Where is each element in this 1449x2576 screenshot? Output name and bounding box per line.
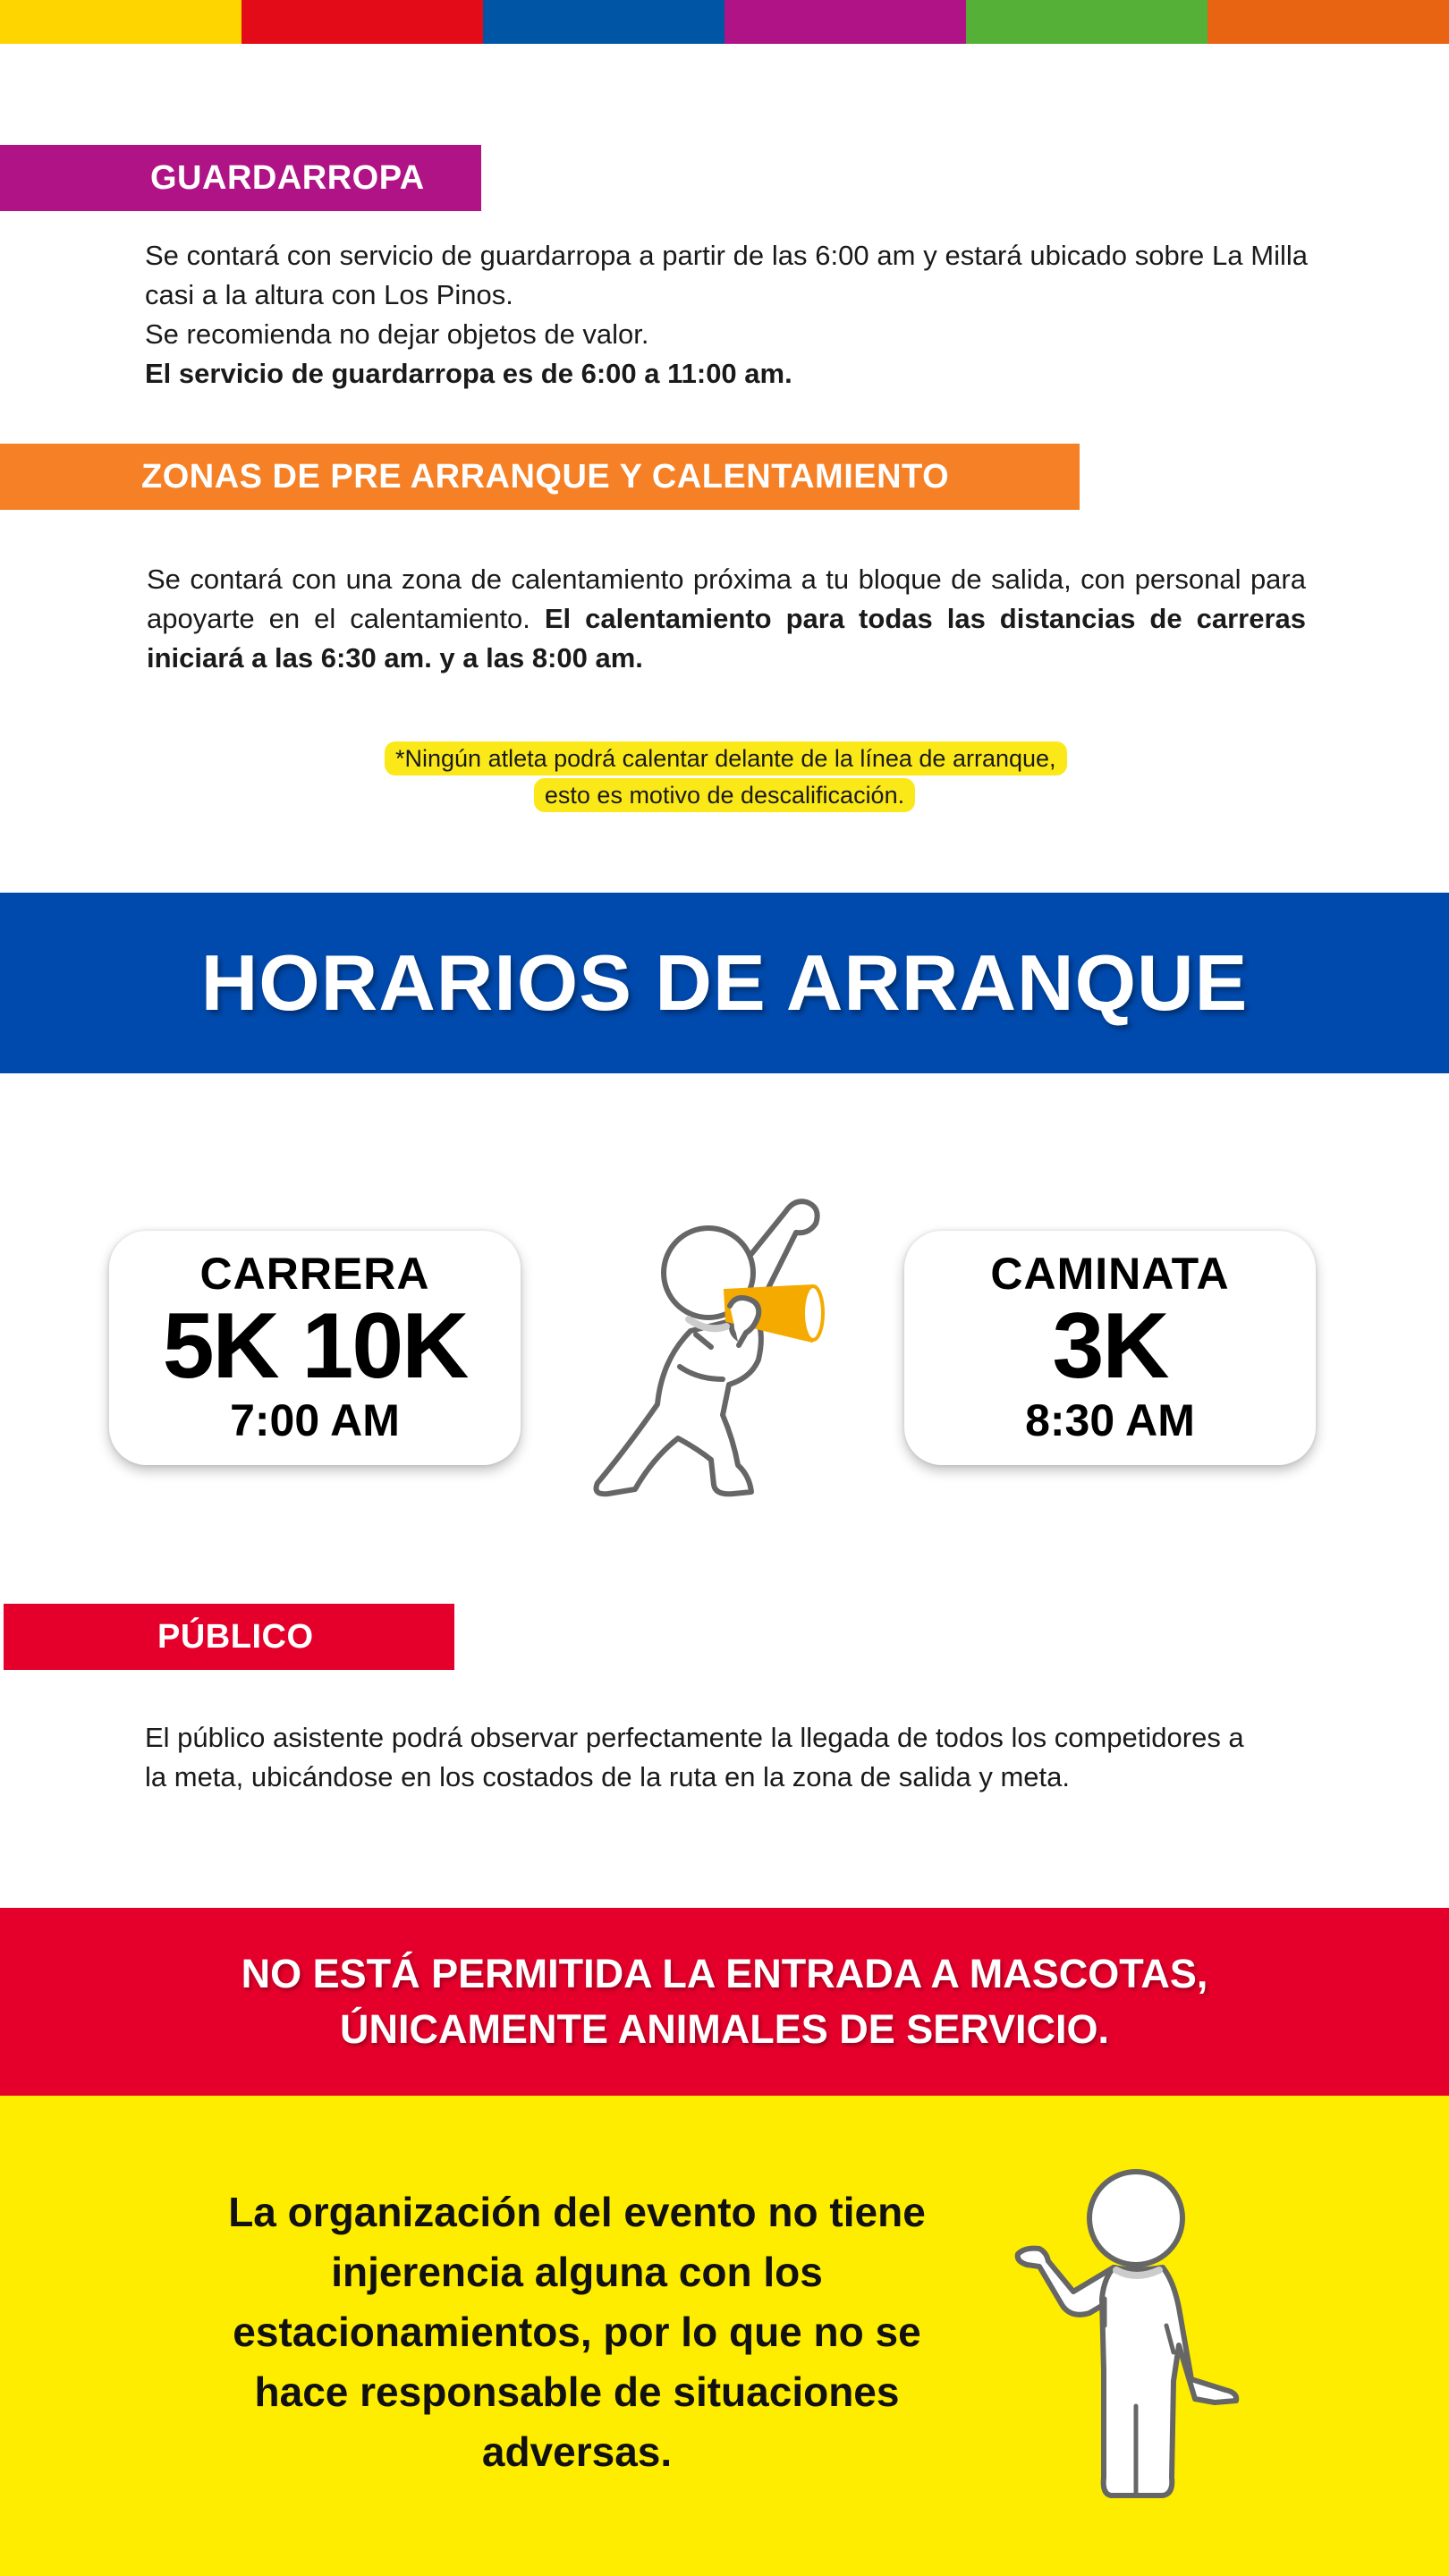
publico-heading-label: PÚBLICO	[157, 1617, 314, 1656]
time-card-caminata	[904, 1231, 1316, 1465]
time-card-time: 8:30 AM	[1025, 1395, 1195, 1445]
color-strip-yellow	[0, 0, 242, 44]
guardarropa-text	[145, 236, 1308, 394]
time-card-distance: 3K	[1052, 1294, 1168, 1398]
guardarropa-heading-label: GUARDARROPA	[150, 158, 425, 197]
color-strip-purple	[724, 0, 966, 44]
presenting-person-icon	[984, 2147, 1270, 2522]
mascotas-banner	[0, 1908, 1449, 2096]
time-card-distance: 5K 10K	[162, 1294, 468, 1398]
calentamiento-text-regular: Se contará con una zona de calentamiento próxima a tu bloque de salida, con personal para apoyarte en el calentamiento.	[147, 564, 1306, 634]
publico-text	[145, 1718, 1254, 1797]
color-strip-blue	[483, 0, 724, 44]
color-strip-green	[966, 0, 1208, 44]
horarios-title: HORARIOS DE ARRANQUE	[200, 938, 1249, 1027]
guardarropa-line-1: Se contará con servicio de guardarropa a partir de las 6:00 am y estará ubicado sobre La Milla casi a la altura con Los Pinos.	[145, 240, 1308, 310]
calentamiento-text	[147, 560, 1306, 678]
guardarropa-line-2: Se recomienda no dejar objetos de valor.	[145, 318, 649, 350]
publico-heading	[4, 1604, 454, 1670]
time-card-category: CARRERA	[199, 1249, 430, 1299]
guardarropa-heading	[0, 145, 481, 211]
calentamiento-text-bold: El calentamiento para todas las distancias de carreras iniciará a las 6:30 am. y a las 8:00 am.	[147, 603, 1306, 674]
time-card-time: 7:00 AM	[230, 1395, 400, 1445]
horarios-banner	[0, 893, 1449, 1073]
publico-text-content: El público asistente podrá observar perfectamente la llegada de todos los competidores a la meta, ubicándose en los costados de la ruta en la zona de salida y meta.	[145, 1722, 1244, 1792]
calentamiento-note-wrap	[0, 741, 1449, 814]
calentamiento-heading	[0, 444, 1080, 510]
time-card-category: CAMINATA	[990, 1249, 1230, 1299]
calentamiento-heading-label: ZONAS DE PRE ARRANQUE Y CALENTAMIENTO	[141, 457, 950, 496]
time-card-carrera	[109, 1231, 521, 1465]
megaphone-person-icon	[572, 1181, 859, 1512]
calentamiento-note: *Ningún atleta podrá calentar delante de la línea de arranque, esto es motivo de descalificación.	[385, 741, 1067, 812]
color-strip-red	[242, 0, 483, 44]
mascotas-line-1: NO ESTÁ PERMITIDA LA ENTRADA A MASCOTAS,	[241, 1951, 1208, 1996]
guardarropa-hours: El servicio de guardarropa es de 6:00 a 11:00 am.	[145, 358, 792, 389]
mascotas-line-2: ÚNICAMENTE ANIMALES DE SERVICIO.	[339, 2006, 1110, 2052]
color-strip	[0, 0, 1449, 44]
color-strip-orange	[1208, 0, 1449, 44]
estacionamiento-text: La organización del evento no tiene injerencia alguna con los estacionamientos, por lo que no se hace responsable de situaciones adversas.	[228, 2189, 926, 2475]
